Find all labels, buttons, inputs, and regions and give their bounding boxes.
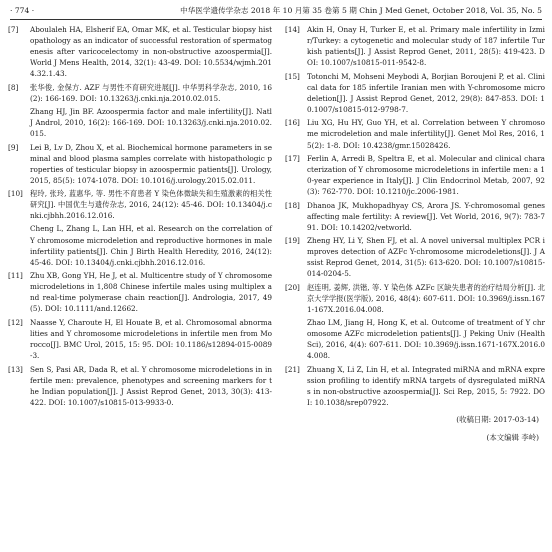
reference-item [285, 71, 545, 115]
reference-text: Aboulaleh HA, Elsherif EA, Omar MK, et al. Testicular biopsy histopathology as an indicator of successful restoration of spermatogenesis after varicocelectomy in non-obstructive azoospermia[J]. World J Mens Health, 2014, 32(1): 43-49. DOI: 10.5534/wjmh.2014.32.1.43. [30, 25, 272, 79]
reference-text: Dhanoa JK, Mukhopadhyay CS, Arora JS. Y-chromosomal genes affecting male fertility: A review[J]. Vet World, 2016, 9(7): 783-791. DOI: 10.14202/vetworld. [307, 200, 545, 232]
references-left-column [8, 24, 272, 410]
reference-item [8, 82, 272, 139]
reference-text: Ferlin A, Arredi B, Speltra E, et al. Molecular and clinical characterization of Y chromosome microdeletions in infertile men: a 10-year experience in Italy[J]. J Clin Endocrinol Metab, 2007, 92(3): 762-770. DOI: 10.1210/jc.2006-1981. [307, 153, 545, 197]
reference-number: [13] [8, 364, 23, 374]
reference-text: Totonchi M, Mohseni Meybodi A, Borjian Boroujeni P, et al. Clinical data for 185 infertile Iranian men with Y-chromosome microdeletion[J]. J Assist Reprod Genet, 2012, 29(8): 847-853. DOI: 10.1007/s10815-012-9798-7. [307, 71, 545, 114]
references-right-column [285, 24, 545, 443]
reference-item [8, 24, 272, 79]
reference-item [285, 24, 545, 68]
reference-text: Zhuang X, Li Z, Lin H, et al. Integrated miRNA and mRNA expression profiling to identify mRNA targets of dysregulated miRNAs in non-obstructive azoospermia[J]. Sci Rep, 2015, 5: 7922. DOI: 10.1038/srep07922. [307, 364, 545, 408]
reference-item [8, 364, 272, 408]
reference-number: [12] [8, 317, 23, 327]
reference-item [285, 200, 545, 233]
reference-text: 程玲, 张玲, 蓝惠华, 等. 男性不育患者 Y 染色体微缺失和生殖激素的相关性研究[J]. 中国优生与遗传杂志, 2016, 24(12): 45-46. DOI: 10.13404/j.cnki.cjbhh.2016.12.016. [30, 189, 272, 221]
reference-number: [21] [285, 364, 300, 374]
reference-text: Liu XG, Hu HY, Guo YH, et al. Correlation between Y chromosome microdeletion and male infertility[J]. Genet Mol Res, 2016, 15(2): 1-8. DOI: 10.4238/gmr.15028426. [307, 118, 545, 150]
reference-number: [11] [8, 271, 23, 281]
editor-credit: (本文编辑 李岭) [486, 433, 539, 443]
reference-number: [16] [285, 118, 300, 128]
journal-citation-line: 中华医学遗传学杂志 2018 年 10 月第 35 卷第 5 期 Chin J Med Genet, October 2018, Vol. 35, No. 5 [180, 6, 542, 15]
page-number: · 774 · [10, 6, 35, 15]
reference-text: Akin H, Onay H, Turker E, et al. Primary male infertility in Izmir/Turkey: a cytogenetic and molecular study of 187 infertile Turkish patients[J]. J Assist Reprod Genet, 2011, 28(5): 419-423. DOI: 10.1007/s10815-011-9542-8. [307, 25, 545, 68]
reference-number: [14] [285, 25, 300, 34]
reference-number: [20] [285, 282, 300, 292]
reference-number: [19] [285, 236, 300, 246]
reference-number: [8] [8, 82, 19, 92]
reference-text-english: Zhao LM, Jiang H, Hong K, et al. Outcome of treatment of Y chromosome AZFc microdeletion patients[J]. J Peking Univ (Health Sci), 2016, 4(4): 607-611. DOI: 10.3969/j.issn.1671-167X.2016.04.008. [307, 318, 545, 361]
reference-text: Zhu XB, Gong YH, He J, et al. Multicentre study of Y chromosome microdeletions in 1,808 Chinese infertile males using multiplex and real-time polymerase chain reaction[J]. Andrologia, 2017, 49(5). DOI: 10.1111/and.12662. [30, 271, 272, 314]
reference-number: [7] [8, 25, 19, 34]
reference-item [285, 282, 545, 362]
reference-item [8, 188, 272, 268]
received-date: (收稿日期: 2017-03-14) [456, 415, 539, 425]
reference-text: Sen S, Pasi AR, Dada R, et al. Y chromosome microdeletions in infertile men: prevalence, phenotypes and screening markers for the Indian population[J]. J Assist Reprod Genet, 2013, 30(3): 413-422. DOI: 10.1007/s10815-013-9933-0. [30, 364, 272, 407]
reference-number: [15] [285, 71, 300, 81]
reference-item [8, 317, 272, 361]
reference-text: 赵连明, 姜辉, 洪锴, 等. Y 染色体 AZFc 区缺失患者的治疗结局分析[J]. 北京大学学报(医学版), 2016, 48(4): 607-611. DOI: 10.3969/j.issn.1671-167X.2016.04.008. [307, 282, 545, 315]
reference-text: Lei B, Lv D, Zhou X, et al. Biochemical hormone parameters in seminal and blood plasma samples correlate with histopathologic properties of testicular biopsy in azoospermic patients[J]. Urology, 2015, 85(5): 1074-1078. DOI: 10.1016/j.urology.2015.02.011. [30, 142, 272, 185]
reference-text-english: Cheng L, Zhang L, Lan HH, et al. Research on the correlation of Y chromosome microdeletion and reproductive hormones in male infertility patients[J]. Chin J Birth Health Heredity, 2016, 24(12): 45-46. DOI: 10.13404/j.cnki.cjbhh.2016.12.016. [30, 224, 272, 267]
reference-item [285, 235, 545, 279]
reference-item [8, 270, 272, 314]
reference-text: Zheng HY, Li Y, Shen FJ, et al. A novel universal multiplex PCR improves detection of AZFc Y-chromosome microdeletions[J]. J Assist Reprod Genet, 2014, 31(5): 613-620. DOI: 10.1007/s10815-014-0204-5. [307, 236, 545, 279]
reference-item [285, 364, 545, 408]
reference-text: 张华俊, 金保方. AZF 与男性不育研究进展[J]. 中华男科学杂志, 2010, 16(2): 166-169. DOI: 10.13263/j.cnki.nja.2010.02.015. [30, 82, 272, 103]
reference-text-english: Zhang HJ, Jin BF. Azoospermia factor and male infertility[J]. Natl J Androl, 2010, 16(2): 166-169. DOI: 10.13263/j.cnki.nja.2010.02.015. [30, 106, 272, 139]
reference-item [285, 117, 545, 150]
reference-number: [10] [8, 189, 23, 199]
reference-number: [9] [8, 142, 19, 152]
reference-number: [18] [285, 200, 300, 210]
reference-item [8, 142, 272, 186]
reference-item [285, 153, 545, 197]
reference-text: Naasse Y, Charoute H, El Houate B, et al. Chromosomal abnormalities and Y chromosome microdeletions in infertile men from Morocco[J]. BMC Urol, 2015, 15: 95. DOI: 10.1186/s12894-015-0089-3. [30, 317, 272, 361]
running-header [10, 4, 542, 18]
header-rule [10, 19, 542, 20]
reference-number: [17] [285, 153, 300, 163]
